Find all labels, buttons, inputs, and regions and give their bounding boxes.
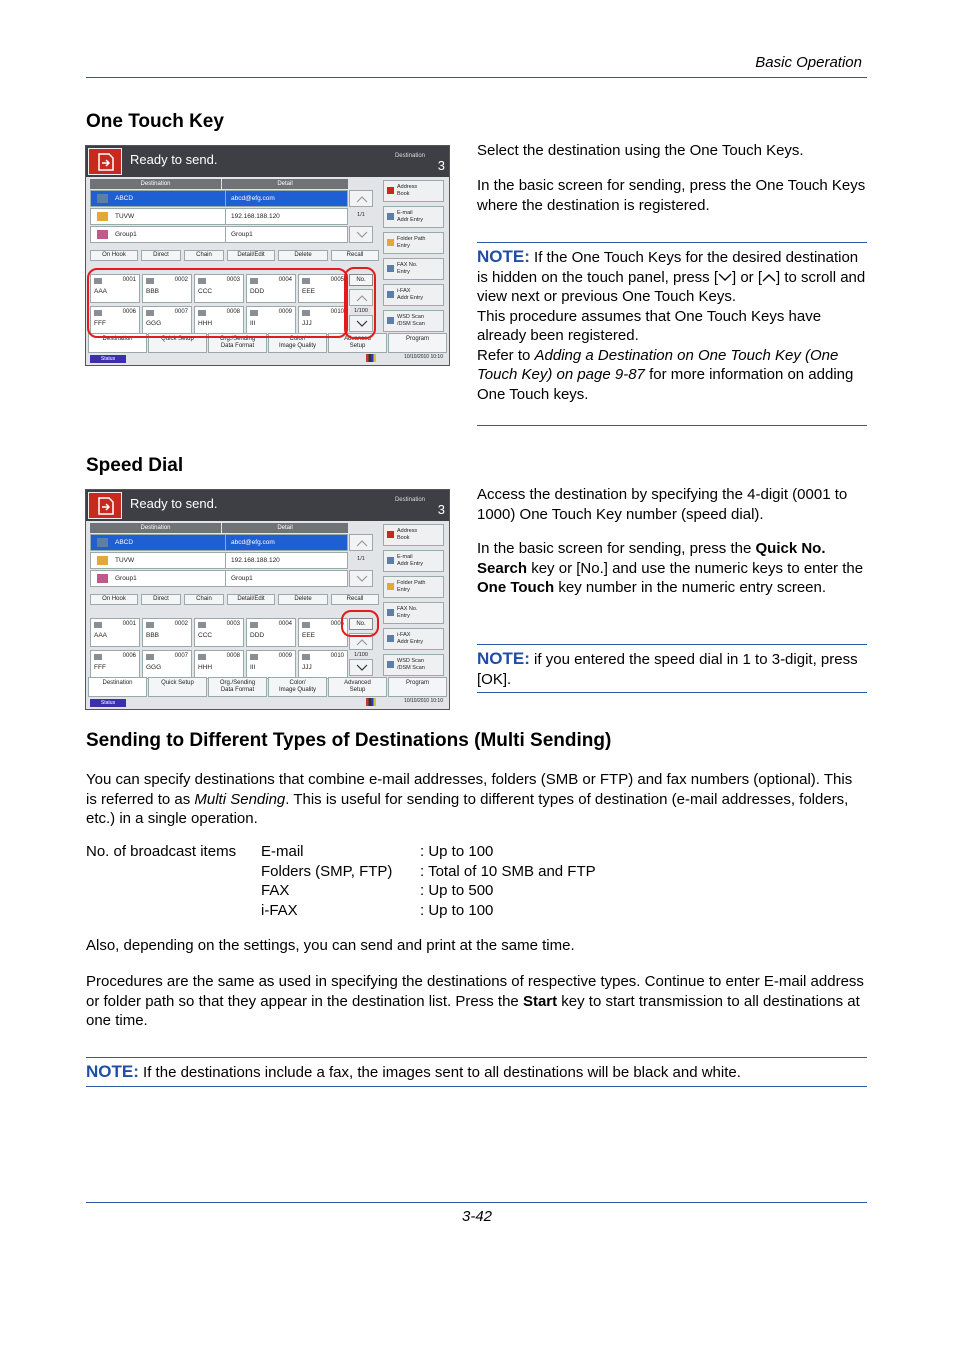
key-label: DDD (250, 288, 265, 295)
destination-detail: abcd@efg.com (231, 195, 275, 202)
destination-name: Group1 (115, 231, 137, 238)
label-line-1: i-FAX (397, 632, 411, 638)
destination-type-icon (250, 622, 258, 628)
side-button[interactable] (383, 180, 444, 202)
list-page-indicator: 1/1 (357, 556, 365, 562)
side-button[interactable] (383, 232, 444, 254)
destination-count-label: Destination (394, 153, 425, 159)
label-line-1: E-mail (397, 554, 413, 560)
speed-dial-para-1: Access the destination by specifying the 4-digit (0001 to 1000) One Touch Key number (speed dial). (477, 486, 848, 523)
tab-line-1: Destination (102, 336, 133, 342)
side-button-label (397, 288, 443, 301)
key-number: 0008 (226, 309, 240, 315)
list-scroll-down-button[interactable] (349, 570, 373, 587)
side-button-icon (387, 265, 394, 272)
group-icon (97, 574, 108, 583)
one-touch-para-1: Select the destination using the One Touch Keys. (477, 142, 804, 159)
side-button-icon (387, 187, 394, 194)
speed-dial-para-2: In the basic screen for sending, press the Quick No. Search key or [No.] and use the numeric keys to enter the One Touch key number in the numeric entry screen. (477, 540, 864, 596)
bottom-tab[interactable] (388, 677, 447, 697)
destination-type-icon (302, 654, 310, 660)
note-label: NOTE: (477, 247, 530, 266)
key-number: 0001 (122, 621, 136, 627)
label-line-1: Folder Path (397, 580, 426, 586)
key-number: 0003 (226, 621, 240, 627)
tab-direct[interactable]: Direct (141, 250, 181, 261)
side-button-label (397, 528, 443, 541)
tab-line-2: Data Format (220, 343, 255, 349)
label-line-2: Addr Entry (397, 216, 423, 223)
key-label: AAA (94, 632, 108, 639)
key-label: JJJ (302, 664, 312, 671)
column-header-detail: Detail (222, 179, 348, 189)
destination-detail: abcd@efg.com (231, 539, 275, 546)
label-line-2: Addr Entry (397, 294, 423, 301)
key-number: 0010 (330, 653, 344, 659)
multi-para-3: Procedures are the same as used in specifying the destinations of respective types. Continue to enter E-mail address or folder path so that they appear in the destination list. Press the Start key to start transmission to all destinations at one time. (86, 973, 864, 1029)
key-label: AAA (94, 288, 108, 295)
label-line-2: Book (397, 534, 410, 541)
side-button-icon (387, 531, 394, 538)
destination-detail: Group1 (231, 575, 253, 582)
keys-page-indicator: 1/100 (354, 652, 368, 658)
toner-level-icon (366, 698, 376, 706)
label-line-2: Addr Entry (397, 560, 423, 567)
key-label: FFF (94, 320, 106, 327)
destination-row[interactable] (90, 534, 348, 551)
tab-recall[interactable]: Recall (331, 250, 379, 261)
side-button[interactable] (383, 310, 444, 332)
key-number: 0004 (278, 277, 292, 283)
key-number: 0004 (278, 621, 292, 627)
tab-detail-edit[interactable]: Detail/Edit (227, 594, 275, 605)
tab-line-1: Quick Setup (161, 336, 194, 342)
column-divider (225, 553, 226, 568)
tab-delete[interactable]: Delete (278, 594, 328, 605)
side-button-icon (387, 609, 394, 616)
destination-type-icon (250, 654, 258, 660)
label-line-2: /DSM Scan (397, 664, 425, 671)
one-touch-key[interactable] (246, 618, 296, 647)
note-label: NOTE: (477, 649, 530, 668)
side-button[interactable] (383, 206, 444, 228)
one-touch-key[interactable] (194, 618, 244, 647)
one-touch-key[interactable] (298, 650, 348, 679)
side-button[interactable] (383, 628, 444, 650)
status-button[interactable]: Status (90, 355, 126, 363)
tab-line-1: Advanced (344, 680, 371, 686)
destination-count: 3 (437, 158, 445, 173)
keys-page-indicator: 1/100 (354, 308, 368, 314)
page-number: 3-42 (462, 1208, 493, 1225)
destination-name: ABCD (115, 539, 134, 546)
side-button-label (397, 210, 443, 223)
tab-line-1: Destination (102, 680, 133, 686)
list-page-indicator: 1/1 (357, 212, 365, 218)
bottom-tab[interactable] (328, 677, 387, 697)
clock: 10/10/2010 10:10 (404, 354, 443, 360)
label-line-2: Entry (397, 268, 410, 275)
column-divider (225, 209, 226, 224)
tab-line-1: Color/ (289, 680, 306, 686)
column-divider (225, 227, 226, 242)
destination-row[interactable] (90, 552, 348, 569)
destination-type-icon (94, 622, 102, 628)
group-icon (97, 230, 108, 239)
list-scroll-down-button[interactable] (349, 226, 373, 243)
one-touch-key[interactable] (90, 618, 140, 647)
key-number: 0002 (174, 277, 188, 283)
one-touch-heading: One Touch Key (86, 111, 224, 132)
keys-scroll-down-button[interactable] (349, 659, 373, 676)
column-header-destination: Destination (90, 179, 221, 189)
tab-delete[interactable]: Delete (278, 250, 328, 261)
label-line-1: FAX No. (397, 606, 418, 612)
one-touch-para-2: In the basic screen for sending, press the One Touch Keys where the destination is registered. (477, 177, 866, 214)
label-line-2: Entry (397, 586, 410, 593)
section-header: Basic Operation (755, 54, 862, 71)
one-touch-key[interactable] (246, 650, 296, 679)
side-button[interactable] (383, 550, 444, 572)
send-icon (88, 492, 122, 519)
side-button-label (397, 554, 443, 567)
label-line-1: WSD Scan (397, 314, 424, 320)
number-search-button[interactable]: No. (349, 618, 373, 630)
key-label: BBB (146, 288, 160, 295)
key-label: III (250, 664, 256, 671)
label-line-1: Address (397, 184, 418, 190)
side-button[interactable] (383, 524, 444, 546)
tab-line-2: Setup (349, 343, 366, 349)
folder-icon (97, 212, 108, 221)
tab-line-1: Color/ (289, 336, 306, 342)
multi-note: NOTE: If the destinations include a fax, the images sent to all destinations will be black and white. (86, 1057, 867, 1087)
key-number: 0003 (226, 277, 240, 283)
tab-line-1: Quick Setup (161, 680, 194, 686)
key-number: 0009 (278, 653, 292, 659)
label-line-1: i-FAX (397, 288, 411, 294)
multi-sending-heading: Sending to Different Types of Destinations (Multi Sending) (86, 730, 612, 751)
destination-type-icon (146, 622, 154, 628)
key-label: BBB (146, 632, 160, 639)
list-scroll-up-button[interactable] (349, 190, 373, 207)
list-scroll-up-button[interactable] (349, 534, 373, 551)
key-number: 0001 (122, 277, 136, 283)
side-button-icon (387, 291, 394, 298)
destination-type-icon (198, 654, 206, 660)
tab-detail-edit[interactable]: Detail/Edit (227, 250, 275, 261)
destination-name: ABCD (115, 195, 134, 202)
destination-row[interactable] (90, 190, 348, 207)
bottom-tab[interactable] (208, 677, 267, 697)
speed-dial-note: NOTE: if you entered the speed dial in 1 to 3-digit, press [OK]. (477, 644, 867, 693)
toner-level-icon (366, 354, 376, 362)
side-button-label (397, 606, 443, 619)
key-number: 0005 (330, 621, 344, 627)
key-label: HHH (198, 664, 213, 671)
panel-header (86, 490, 450, 521)
key-label: DDD (250, 632, 265, 639)
folder-icon (97, 556, 108, 565)
side-button-icon (387, 583, 394, 590)
tab-line-1: Program (405, 336, 429, 342)
destination-type-icon (94, 654, 102, 660)
tab-chain[interactable]: Chain (184, 594, 224, 605)
side-button-icon (387, 239, 394, 246)
multi-para-2: Also, depending on the settings, you can send and print at the same time. (86, 937, 575, 954)
side-button-label (397, 262, 443, 275)
destination-name: TUVW (115, 557, 135, 564)
column-header-destination: Destination (90, 523, 221, 533)
column-header-detail: Detail (222, 523, 348, 533)
key-label: FFF (94, 664, 106, 671)
destination-type-icon (198, 622, 206, 628)
key-label: GGG (146, 320, 162, 327)
key-number: 0007 (174, 653, 188, 659)
note-label: NOTE: (86, 1062, 139, 1081)
label-line-2: Book (397, 190, 410, 197)
label-line-1: FAX No. (397, 262, 418, 268)
key-label: JJJ (302, 320, 312, 327)
side-button-label (397, 658, 443, 671)
column-divider (225, 535, 226, 550)
destination-name: TUVW (115, 213, 135, 220)
side-button-label (397, 184, 443, 197)
highlight-ring (341, 610, 379, 637)
one-touch-key[interactable] (90, 650, 140, 679)
highlight-ring (87, 268, 348, 338)
speed-dial-panel (85, 489, 450, 710)
destination-row[interactable] (90, 226, 348, 243)
broadcast-table: No. of broadcast items E-mail : Up to 100 Folders (SMP, FTP) : Total of 10 SMB and FTP FAX : Up to 500 i-FAX : Up to 100 (86, 843, 596, 919)
tab-line-2: Data Format (220, 687, 255, 693)
label-line-2: /DSM Scan (397, 320, 425, 327)
one-touch-note: NOTE: If the One Touch Keys for the desired destination is hidden on the touch panel, press [ ] or [ ] to scroll and view next or previous One Touch Keys. This procedure assumes that One Touch Keys have already been registered. Refer to Adding a Destination on One Touch Key (One Touch Key) on page 9-87 for more information on adding One Touch keys. (477, 242, 867, 426)
chevron-up-icon (762, 273, 776, 282)
one-touch-key[interactable] (142, 650, 192, 679)
key-label: EEE (302, 632, 316, 639)
key-number: 0007 (174, 309, 188, 315)
mail-icon (97, 194, 108, 203)
bottom-tab[interactable] (88, 677, 147, 697)
chevron-down-icon (718, 273, 732, 282)
multi-para-1: You can specify destinations that combine e-mail addresses, folders (SMB or FTP) and fax numbers (optional). This is referred to as Multi Sending. This is useful for sending to different types of destination (e-mail addresses, folders, etc.) in a single operation. (86, 771, 853, 827)
side-button-label (397, 632, 443, 645)
one-touch-key[interactable] (142, 618, 192, 647)
status-button[interactable]: Status (90, 699, 126, 707)
clock: 10/10/2010 10:10 (404, 698, 443, 704)
tab-line-2: Image Quality (278, 687, 317, 693)
side-button-label (397, 314, 443, 327)
bottom-tab[interactable] (268, 677, 327, 697)
note-assumption: This procedure assumes that One Touch Keys have already been registered. (477, 307, 822, 344)
bottom-tab[interactable] (388, 333, 447, 353)
key-number: 0010 (330, 309, 344, 315)
key-number: 0002 (174, 621, 188, 627)
footer-rule (86, 1202, 867, 1203)
side-button-icon (387, 661, 394, 668)
tab-line-1: Advanced (344, 336, 371, 342)
tab-direct[interactable]: Direct (141, 594, 181, 605)
tab-line-2: Setup (349, 687, 366, 693)
tab-line-1: Org./Sending (219, 336, 256, 342)
side-button[interactable] (383, 258, 444, 280)
key-number: 0005 (330, 277, 344, 283)
label-line-1: Address (397, 528, 418, 534)
side-button[interactable] (383, 284, 444, 306)
column-divider (225, 571, 226, 586)
key-label: GGG (146, 664, 162, 671)
side-button-label (397, 236, 443, 249)
label-line-2: Entry (397, 612, 410, 619)
side-button-label (397, 580, 443, 593)
destination-detail: Group1 (231, 231, 253, 238)
destination-row[interactable] (90, 570, 348, 587)
broadcast-label: No. of broadcast items (86, 843, 237, 860)
highlight-ring (344, 267, 376, 339)
cross-reference: Adding a Destination on One Touch Key (One Touch Key) on page 9-87 (477, 346, 839, 383)
destination-type-icon (146, 654, 154, 660)
destination-count: 3 (437, 502, 445, 517)
side-button-icon (387, 557, 394, 564)
label-line-2: Entry (397, 242, 410, 249)
key-label: HHH (198, 320, 213, 327)
side-button[interactable] (383, 576, 444, 598)
column-divider (225, 191, 226, 206)
side-button[interactable] (383, 654, 444, 676)
key-number: 0009 (278, 309, 292, 315)
destination-detail: 192.168.188.120 (231, 213, 280, 220)
tab-line-1: Org./Sending (219, 680, 256, 686)
destination-type-icon (302, 622, 310, 628)
panel-header (86, 146, 450, 177)
tab-recall[interactable]: Recall (331, 594, 379, 605)
side-button-icon (387, 213, 394, 220)
ready-message: Ready to send. (130, 496, 218, 511)
tab-on-hook[interactable]: On Hook (90, 250, 138, 261)
destination-name: Group1 (115, 575, 137, 582)
key-number: 0008 (226, 653, 240, 659)
label-line-2: Addr Entry (397, 638, 423, 645)
tab-line-2: Image Quality (278, 343, 317, 349)
side-button-icon (387, 635, 394, 642)
tab-line-1: Program (405, 680, 429, 686)
key-label: EEE (302, 288, 316, 295)
speed-dial-heading: Speed Dial (86, 455, 184, 476)
one-touch-panel (85, 145, 450, 366)
ready-message: Ready to send. (130, 152, 218, 167)
label-line-1: WSD Scan (397, 658, 424, 664)
destination-row[interactable] (90, 208, 348, 225)
tab-chain[interactable]: Chain (184, 250, 224, 261)
label-line-1: Folder Path (397, 236, 426, 242)
label-line-1: E-mail (397, 210, 413, 216)
send-icon (88, 148, 122, 175)
tab-on-hook[interactable]: On Hook (90, 594, 138, 605)
side-button[interactable] (383, 602, 444, 624)
destination-detail: 192.168.188.120 (231, 557, 280, 564)
bottom-tab[interactable] (148, 677, 207, 697)
one-touch-key[interactable] (194, 650, 244, 679)
key-label: CCC (198, 632, 213, 639)
key-label: CCC (198, 288, 213, 295)
mail-icon (97, 538, 108, 547)
key-number: 0006 (122, 309, 136, 315)
side-button-icon (387, 317, 394, 324)
key-number: 0006 (122, 653, 136, 659)
destination-count-label: Destination (394, 497, 425, 503)
key-label: III (250, 320, 256, 327)
header-rule (86, 77, 867, 78)
number-search-button[interactable]: No. (349, 274, 373, 286)
